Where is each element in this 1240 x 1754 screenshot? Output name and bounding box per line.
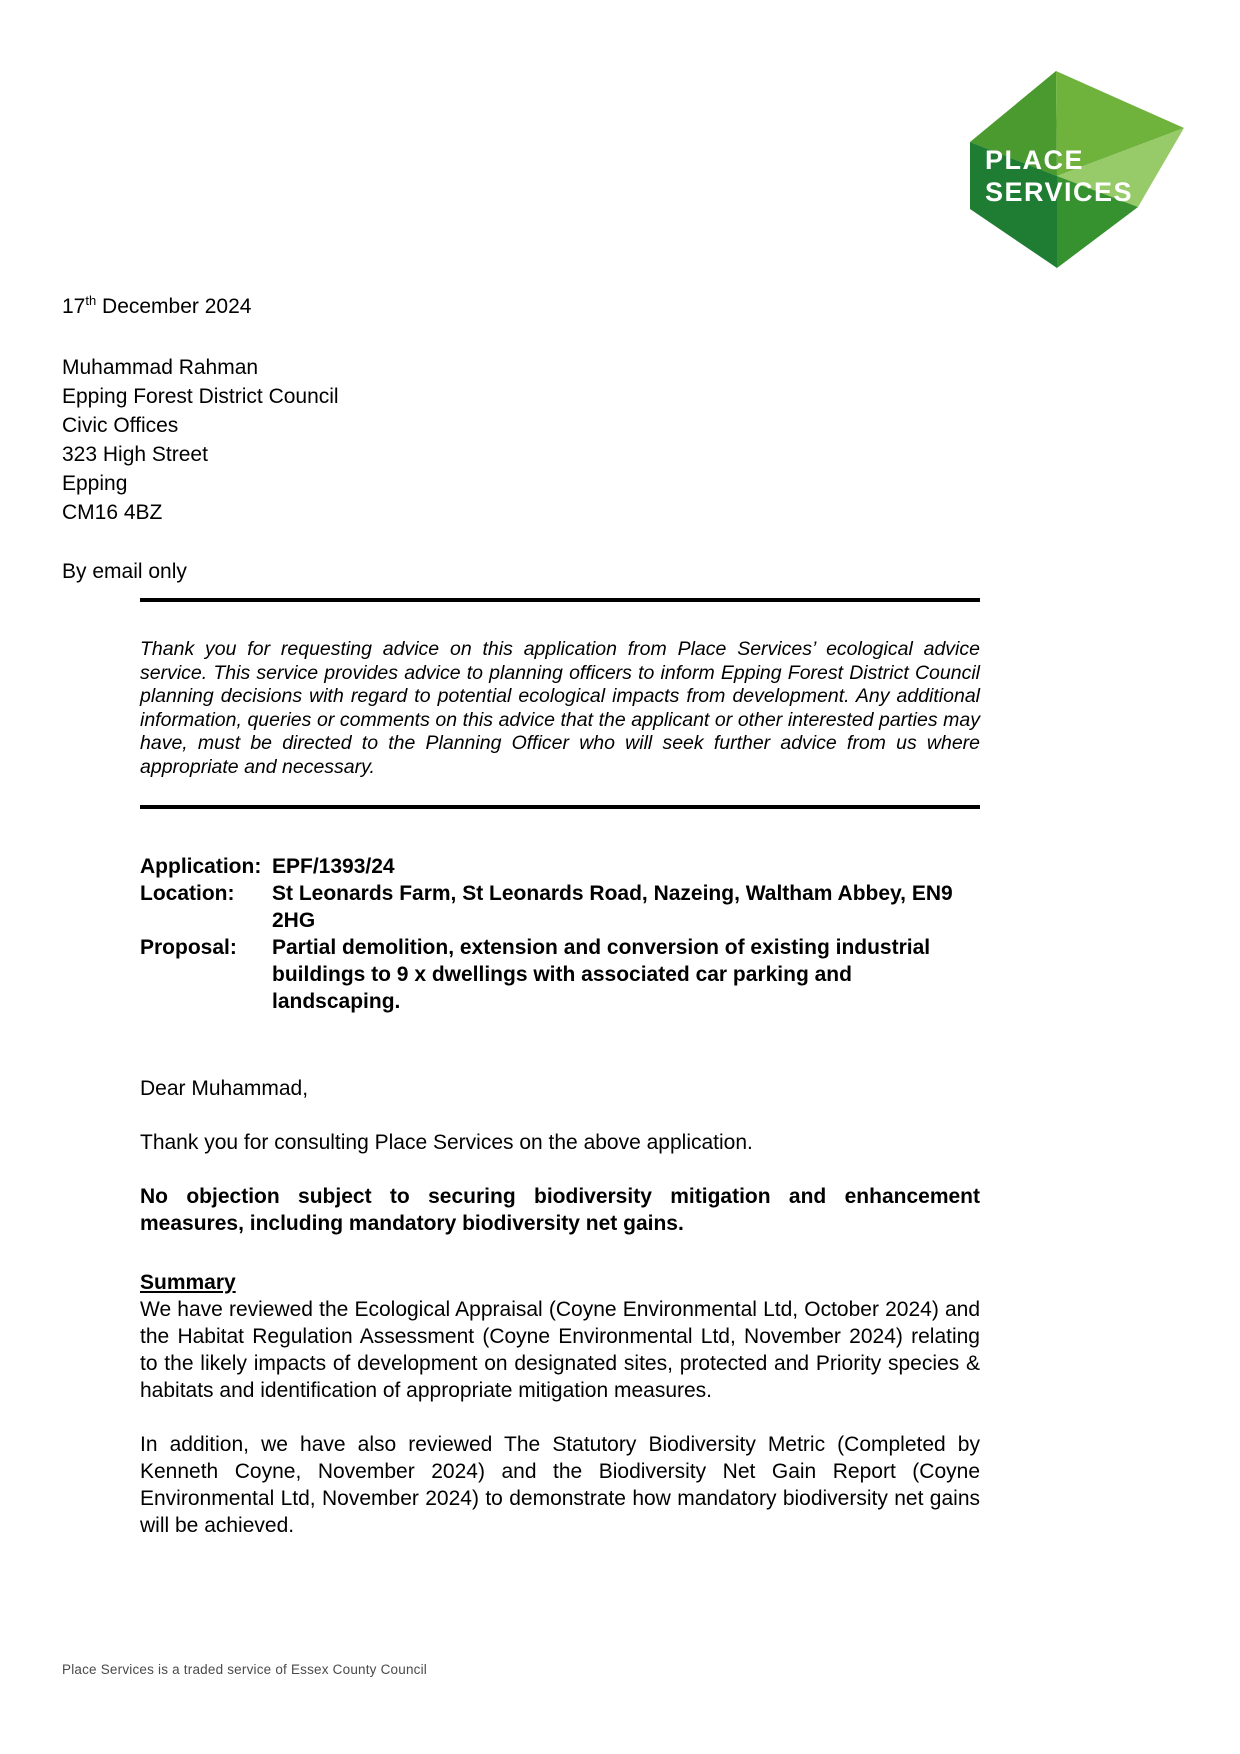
summary-paragraph-1: We have reviewed the Ecological Appraisal (Coyne Environmental Ltd, October 2024) and the Habitat Regulation Assessment (Coyne Environmental Ltd, November 2024) relating to the likely impacts of development on designated sites, protected and Priority species & habitats and identification of appropriate mitigation measures.	[140, 1298, 980, 1402]
location-value: St Leonards Farm, St Leonards Road, Nazeing, Waltham Abbey, EN9 2HG	[272, 882, 953, 932]
recipient-address	[62, 353, 1180, 527]
proposal-label: Proposal:	[140, 936, 237, 959]
recommendation-paragraph: No objection subject to securing biodiversity mitigation and enhancement measures, including mandatory biodiversity net gains.	[140, 1185, 980, 1235]
recipient-name: Muhammad Rahman	[62, 356, 259, 379]
proposal-value: Partial demolition, extension and conversion of existing industrial buildings to 9 x dwellings with associated car parking and landscaping.	[272, 936, 931, 1013]
letter-date	[62, 292, 1180, 321]
salutation: Dear Muhammad,	[140, 1077, 309, 1100]
recipient-postcode: CM16 4BZ	[62, 501, 163, 524]
location-label: Location:	[140, 882, 235, 905]
date-day: 17	[62, 295, 86, 318]
summary-heading: Summary	[140, 1271, 236, 1294]
intro-paragraph: Thank you for consulting Place Services on the above application.	[140, 1131, 753, 1154]
date-ordinal: th	[85, 293, 97, 308]
recipient-building: Civic Offices	[62, 414, 179, 437]
application-details	[140, 853, 980, 1015]
proposal-row	[140, 934, 980, 1015]
logo-text-place: PLACE	[985, 145, 1085, 175]
recipient-town: Epping	[62, 472, 128, 495]
letter-body	[140, 1075, 980, 1539]
advice-note-section	[140, 598, 980, 809]
date-rest: December 2024	[96, 295, 252, 318]
application-row	[140, 853, 980, 880]
location-row	[140, 880, 980, 934]
recipient-org: Epping Forest District Council	[62, 385, 339, 408]
application-value: EPF/1393/24	[272, 855, 395, 878]
recipient-street: 323 High Street	[62, 443, 208, 466]
delivery-method: By email only	[62, 560, 187, 583]
application-label: Application:	[140, 855, 262, 878]
advice-note-text: Thank you for requesting advice on this application from Place Services’ ecological advice service. This service provides advice to planning officers to inform Epping Forest District Council planning decisions with regard to potential ecological impacts from development. Any additional information, queries or comments on this advice that the applicant or other interested parties may have, must be directed to the Planning Officer who will seek further advice from us where appropriate and necessary.	[140, 638, 980, 778]
logo-gem-icon	[970, 70, 1186, 270]
footer-traded-service-note: Place Services is a traded service of Essex County Council	[62, 1662, 428, 1677]
logo-text-services: SERVICES	[985, 177, 1134, 207]
place-services-logo	[970, 70, 1186, 270]
summary-paragraph-2: In addition, we have also reviewed The Statutory Biodiversity Metric (Completed by Kenneth Coyne, November 2024) and the Biodiversity Net Gain Report (Coyne Environmental Ltd, November 2024) to demonstrate how mandatory biodiversity net gains will be achieved.	[140, 1433, 980, 1537]
